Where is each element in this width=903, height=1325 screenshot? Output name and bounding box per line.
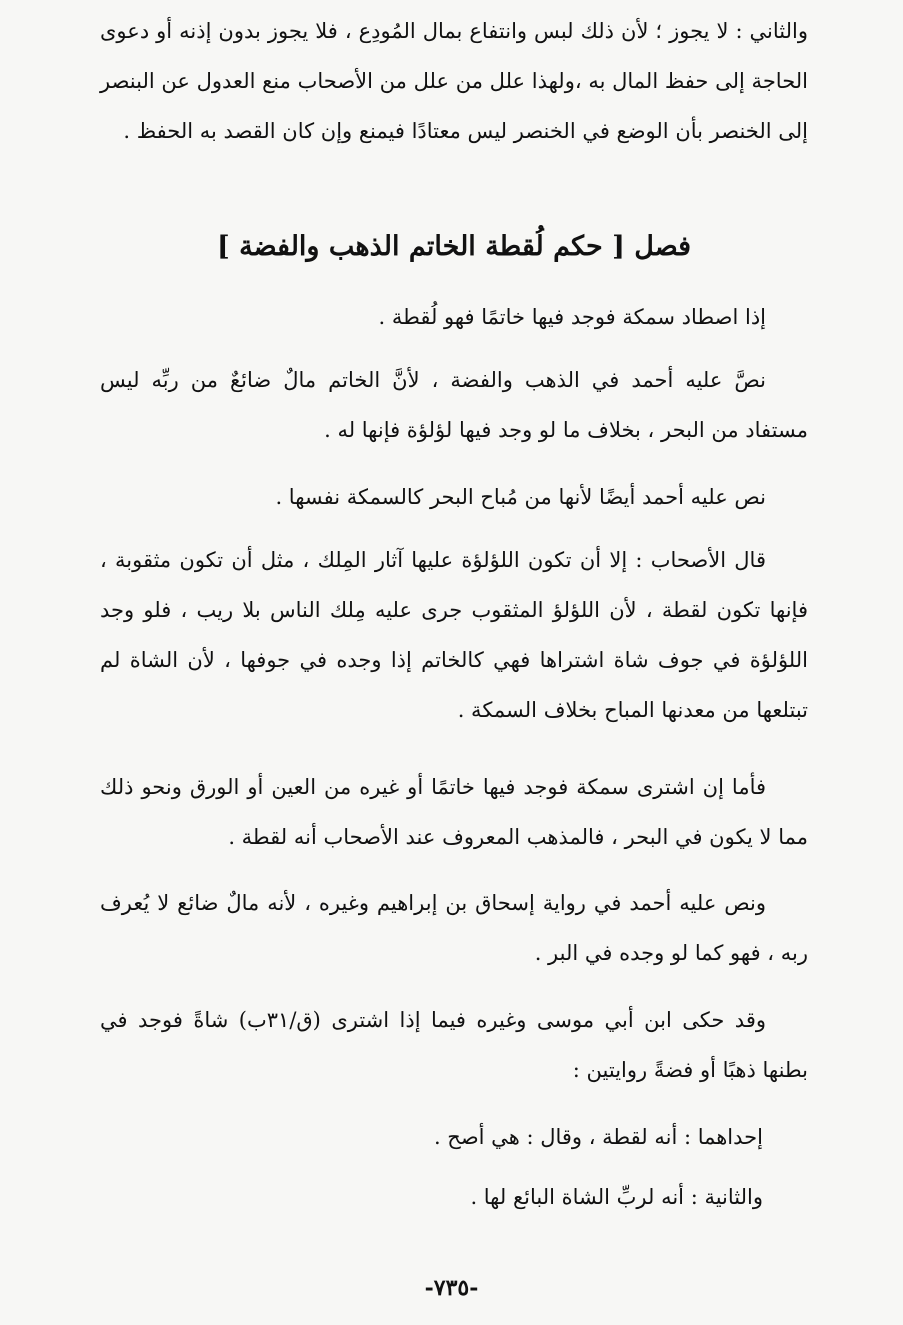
- paragraph-second-opinion: والثاني : لا يجوز ؛ لأن ذلك لبس وانتفاع بمال المُودِع ، فلا يجوز بدون إذنه أو دعوى الحاجة إلى حفظ المال به ،ولهذا علل من علل من الأصحاب منع العدول عن البنصر إلى الخنصر بأن الوضع في الخنصر ليس معتادًا فيمنع وإن كان القصد به الحفظ .: [100, 19, 808, 143]
- paragraph-ishaq-narration: ونص عليه أحمد في رواية إسحاق بن إبراهيم وغيره ، لأنه مالٌ ضائع لا يُعرف ربه ، فهو كما لو وجده في البر .: [100, 891, 808, 965]
- narration-second: والثانية : أنه لربِّ الشاة البائع لها .: [470, 1185, 763, 1209]
- section-heading: فصل [ حكم لُقطة الخاتم الذهب والفضة ]: [216, 231, 692, 262]
- paragraph-fish-ring: إذا اصطاد سمكة فوجد فيها خاتمًا فهو لُقطة .: [378, 305, 766, 329]
- paragraph-ahmad-gold-silver: نصَّ عليه أحمد في الذهب والفضة ، لأنَّ الخاتم مالٌ ضائعٌ من ربِّه ليس مستفاد من البحر ، بخلاف ما لو وجد فيها لؤلؤة فإنها له .: [100, 368, 808, 442]
- page-number: -٧٣٥-: [424, 1275, 479, 1301]
- paragraph-pierced-pearl: قال الأصحاب : إلا أن تكون اللؤلؤة عليها آثار المِلك ، مثل أن تكون مثقوبة ، فإنها تكون لقطة ، لأن اللؤلؤ المثقوب جرى عليه مِلك الناس بلا ريب ، فلو وجد اللؤلؤة في جوف شاة اشتراها فهي كالخاتم إذا وجده في جوفها ، لأن الشاة لم تبتلعها من معدنها المباح بخلاف السمكة .: [100, 548, 808, 722]
- narration-first: إحداهما : أنه لقطة ، وقال : هي أصح .: [433, 1125, 763, 1149]
- paragraph-two-narrations: وقد حكى ابن أبي موسى وغيره فيما إذا اشترى (ق/٣١ب) شاةً فوجد في بطنها ذهبًا أو فضةً روايتين :: [100, 1008, 808, 1082]
- paragraph-bought-fish: فأما إن اشترى سمكة فوجد فيها خاتمًا أو غيره من العين أو الورق ونحو ذلك مما لا يكون في البحر ، فالمذهب المعروف عند الأصحاب أنه لقطة .: [100, 775, 808, 849]
- paragraph-pearl-sea: نص عليه أحمد أيضًا لأنها من مُباح البحر كالسمكة نفسها .: [275, 485, 766, 509]
